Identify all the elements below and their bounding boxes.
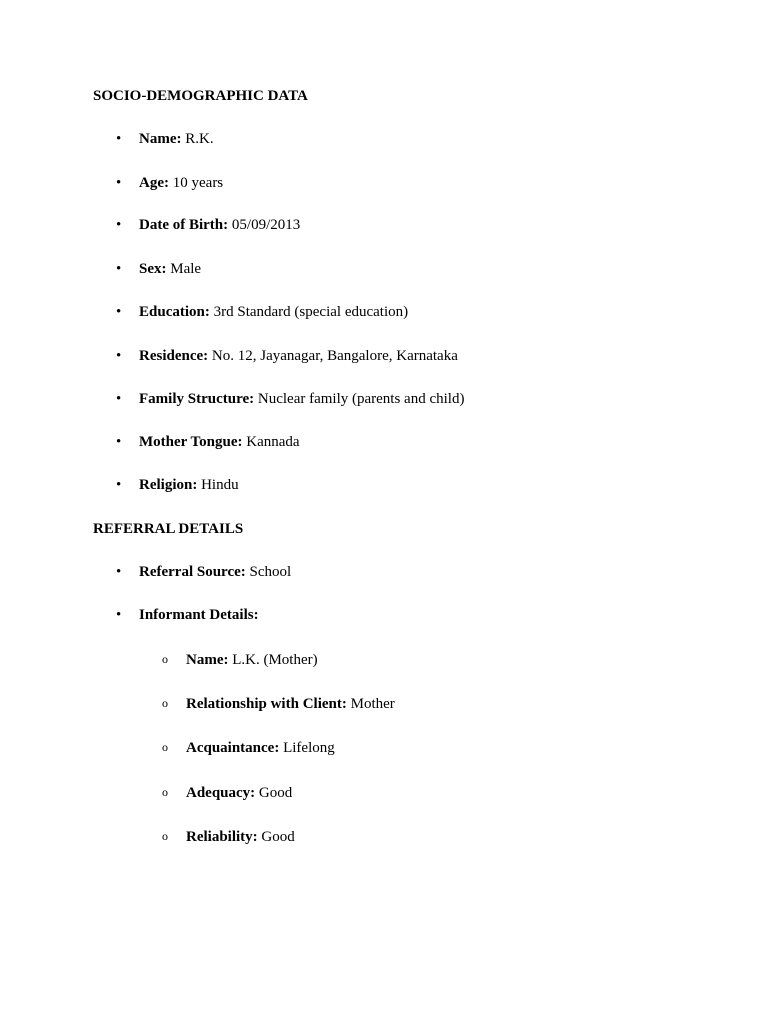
list-item-family-structure (116, 390, 464, 408)
sublist-item-adequacy (162, 783, 292, 802)
bullet-icon: • (116, 217, 122, 233)
bullet-icon: • (116, 477, 122, 493)
field-label: Name: (186, 652, 229, 668)
field-label: Reliability: (186, 829, 258, 845)
bullet-icon: • (116, 564, 122, 580)
section-heading-referral-details: REFERRAL DETAILS (93, 521, 244, 537)
bullet-icon: • (116, 348, 122, 364)
hollow-bullet-icon: o (162, 829, 168, 843)
field-value: R.K. (185, 131, 214, 147)
field-value: Good (258, 785, 293, 801)
list-item-name (116, 130, 214, 148)
bullet-icon: • (116, 391, 122, 407)
field-label: Name: (139, 131, 182, 147)
hollow-bullet-icon: o (162, 696, 168, 710)
field-label: Informant Details: (139, 607, 259, 623)
list-item-residence (116, 347, 458, 365)
hollow-bullet-icon: o (162, 785, 168, 799)
field-value: 3rd Standard (special education) (213, 304, 409, 320)
list-item-religion (116, 476, 239, 494)
field-value: Hindu (201, 477, 239, 493)
field-label: Relationship with Client: (186, 696, 347, 712)
field-value: Nuclear family (parents and child) (257, 391, 465, 407)
list-item-age (116, 174, 223, 192)
field-label: Religion: (139, 477, 198, 493)
list-item-education (116, 303, 408, 321)
sublist-item-acquaintance (162, 738, 335, 757)
field-value: Kannada (246, 434, 300, 450)
field-label: Mother Tongue: (139, 434, 243, 450)
field-label: Education: (139, 304, 210, 320)
field-label: Date of Birth: (139, 217, 229, 233)
list-item-date-of-birth (116, 216, 300, 234)
list-item-mother-tongue (116, 433, 300, 451)
list-item-informant-details (116, 606, 259, 624)
list-item-referral-source (116, 563, 291, 581)
bullet-icon: • (116, 175, 122, 191)
field-label: Acquaintance: (186, 740, 280, 756)
hollow-bullet-icon: o (162, 652, 168, 666)
field-value: School (249, 564, 292, 580)
section-heading-socio-demographic: SOCIO-DEMOGRAPHIC DATA (93, 88, 308, 104)
field-label: Family Structure: (139, 391, 255, 407)
sublist-item-relationship (162, 694, 395, 713)
field-label: Sex: (139, 261, 167, 277)
bullet-icon: • (116, 261, 122, 277)
field-label: Age: (139, 175, 169, 191)
sublist-item-informant-name (162, 650, 318, 669)
sublist-item-reliability (162, 827, 295, 846)
field-label: Adequacy: (186, 785, 256, 801)
hollow-bullet-icon: o (162, 740, 168, 754)
field-value: Good (261, 829, 295, 845)
field-value: No. 12, Jayanagar, Bangalore, Karnataka (211, 348, 458, 364)
field-label: Residence: (139, 348, 209, 364)
field-value: Male (170, 261, 202, 277)
bullet-icon: • (116, 607, 122, 623)
field-value: 10 years (172, 175, 224, 191)
field-value: Lifelong (283, 740, 335, 756)
list-item-sex (116, 260, 201, 278)
field-value: 05/09/2013 (231, 217, 301, 233)
bullet-icon: • (116, 434, 122, 450)
bullet-icon: • (116, 131, 122, 147)
field-value: Mother (350, 696, 395, 712)
bullet-icon: • (116, 304, 122, 320)
field-label: Referral Source: (139, 564, 246, 580)
field-value: L.K. (Mother) (232, 652, 318, 668)
